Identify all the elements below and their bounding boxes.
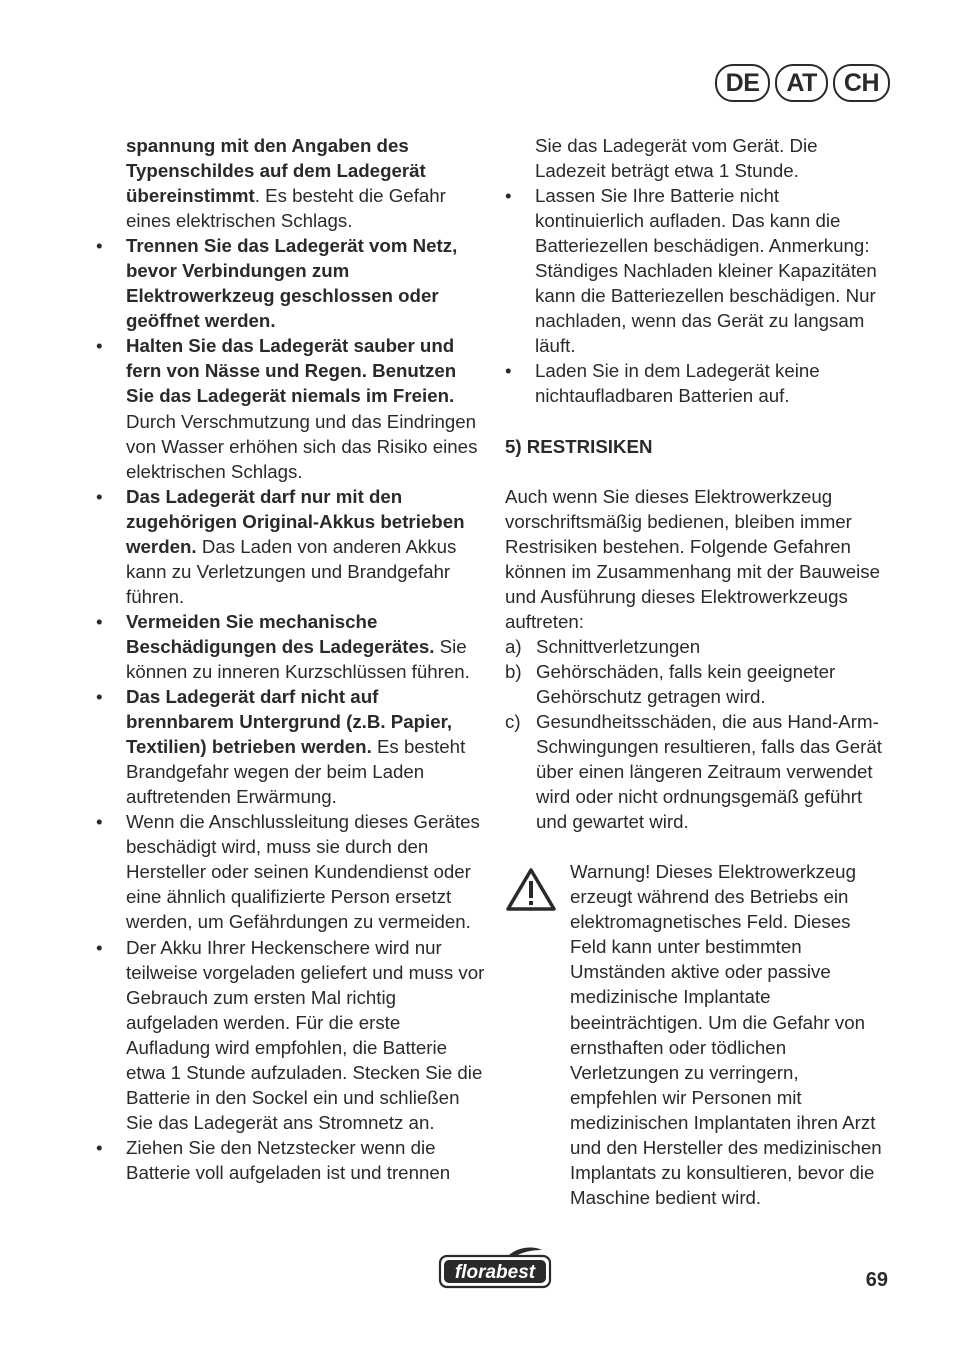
risk-list <box>505 634 889 834</box>
item-text: Durch Verschmutzung und das Eindringen von Wasser erhöhen sich das Risiko eines elektrischen Schlags. <box>126 410 478 482</box>
risk-text: Schnittverletzungen <box>536 635 701 657</box>
bullet-mark: • <box>96 811 103 833</box>
continuation-paragraph: Sie das Ladegerät vom Gerät. Die Ladezeit beträgt etwa 1 Stunde. <box>535 135 818 182</box>
bullet-mark: • <box>96 1136 103 1158</box>
warning-block <box>505 859 889 1210</box>
item-text: Sie können zu inneren Kurzschlüssen führen. <box>126 635 470 682</box>
language-badges <box>715 64 890 102</box>
risk-item <box>505 634 889 659</box>
item-text: Wenn die Anschlussleitung dieses Gerätes beschädigt wird, muss sie durch den Hersteller oder seinen Kundendienst oder eine ähnlich qualifizierte Person ersetzt werden, um Gefährdungen zu vermeiden. <box>126 811 480 933</box>
list-item <box>96 684 486 809</box>
badge-ch: CH <box>833 64 890 102</box>
item-bold: Trennen Sie das Ladegerät vom Netz, bevor Verbindungen zum Elektrowerkzeug geschlossen oder geöffnet werden. <box>126 235 458 332</box>
right-column <box>505 133 889 1210</box>
item-text: Ziehen Sie den Netzstecker wenn die Batterie voll aufgeladen ist und trennen <box>126 1136 451 1183</box>
risk-label: a) <box>505 635 522 657</box>
item-bold: Halten Sie das Ladegerät sauber und fern von Nässe und Regen. Benutzen Sie das Ladegerät niemals im Freien. <box>126 335 457 407</box>
bullet-mark: • <box>505 185 512 207</box>
bullet-mark: • <box>505 360 512 382</box>
risk-text: Gesundheitsschäden, die aus Hand-Arm-Schwingungen resultieren, falls das Gerät über einen längeren Zeitraum verwendet wird oder nicht ordnungsgemäß geführt und gewartet wird. <box>536 710 882 833</box>
list-item <box>505 358 889 408</box>
risk-label: b) <box>505 660 522 682</box>
risk-item <box>505 659 889 709</box>
bullet-mark: • <box>96 610 103 632</box>
item-bold: Das Ladegerät darf nur mit den zugehörigen Original-Akkus betrieben werden. <box>126 485 465 557</box>
item-bold: Vermeiden Sie mechanische Beschädigungen des Ladegerätes. <box>126 610 435 657</box>
item-text: Laden Sie in dem Ladegerät keine nichtaufladbaren Batterien auf. <box>535 360 820 407</box>
left-column <box>96 133 486 1185</box>
charging-list <box>505 183 889 408</box>
bullet-mark: • <box>96 686 103 708</box>
badge-at: AT <box>775 64 827 102</box>
list-item <box>96 233 486 333</box>
risk-text: Gehörschäden, falls kein geeigneter Gehörschutz getragen wird. <box>536 660 836 707</box>
badge-de: DE <box>715 64 771 102</box>
item-text: Der Akku Ihrer Heckenschere wird nur teilweise vorgeladen geliefert und muss vor Gebrauch zum ersten Mal richtig aufgeladen werden. Für die erste Aufladung wird empfohlen, die Batterie etwa 1 Stunde aufzuladen. Stecken Sie die Batterie in den Sockel ein und schließen Sie das Ladegerät ans Stromnetz an. <box>126 936 485 1133</box>
list-item <box>96 809 486 934</box>
warning-text: Warnung! Dieses Elektrowerkzeug erzeugt während des Betriebs ein elektromagnetisches Feld. Dieses Feld kann unter bestimmten Umständen aktive oder passive medizinische Implantate beeinträchtigen. Um die Gefahr von ernsthaften oder tödlichen Verletzungen zu verringern, empfehlen wir Personen mit medizinischen Implantaten ihren Arzt und den Hersteller des medizinischen Implantats zu konsultieren, bevor die Maschine bedient wird. <box>570 861 882 1208</box>
item-bold: Das Ladegerät darf nicht auf brennbarem Untergrund (z.B. Papier, Textilien) betrieben werden. <box>126 686 453 758</box>
safety-list <box>96 233 486 1185</box>
item-text: Es besteht Brandgefahr wegen der beim Laden auftretenden Erwärmung. <box>126 736 466 808</box>
bullet-mark: • <box>96 936 103 958</box>
section-text: Auch wenn Sie dieses Elektrowerkzeug vorschriftsmäßig bedienen, bleiben immer Restrisiken bestehen. Folgende Gefahren können im Zusammenhang mit der Bauweise und Ausführung dieses Elektrowerkzeugs auftreten: <box>505 485 880 632</box>
florabest-logo <box>438 1244 552 1290</box>
list-item <box>505 183 889 358</box>
intro-paragraph <box>96 133 486 233</box>
logo-text: florabest <box>454 1262 536 1283</box>
item-text: Lassen Sie Ihre Batterie nicht kontinuierlich aufladen. Das kann die Batteriezellen beschädigen. Anmerkung: Ständiges Nachladen kleiner Kapazitäten kann die Batteriezellen beschädigen. Nur nachladen, wenn das Gerät zu langsam läuft. <box>535 185 877 357</box>
list-item <box>96 609 486 684</box>
intro-bold: spannung mit den Angaben des Typenschildes auf dem Ladegerät übereinstimmt <box>126 135 426 207</box>
list-item <box>96 1135 486 1185</box>
intro-text: . Es besteht die Gefahr eines elektrischen Schlags. <box>126 185 446 232</box>
risk-label: c) <box>505 710 521 732</box>
list-item <box>96 484 486 609</box>
bullet-mark: • <box>96 485 103 507</box>
warning-triangle-icon <box>505 866 557 912</box>
bullet-mark: • <box>96 235 103 257</box>
risk-item <box>505 709 889 834</box>
bullet-mark: • <box>96 335 103 357</box>
list-item <box>96 333 486 483</box>
page-number: 69 <box>865 1269 888 1291</box>
list-item <box>96 935 486 1135</box>
section-heading: 5) RESTRISIKEN <box>505 435 653 457</box>
item-text: Das Laden von anderen Akkus kann zu Verletzungen und Brandgefahr führen. <box>126 535 457 607</box>
